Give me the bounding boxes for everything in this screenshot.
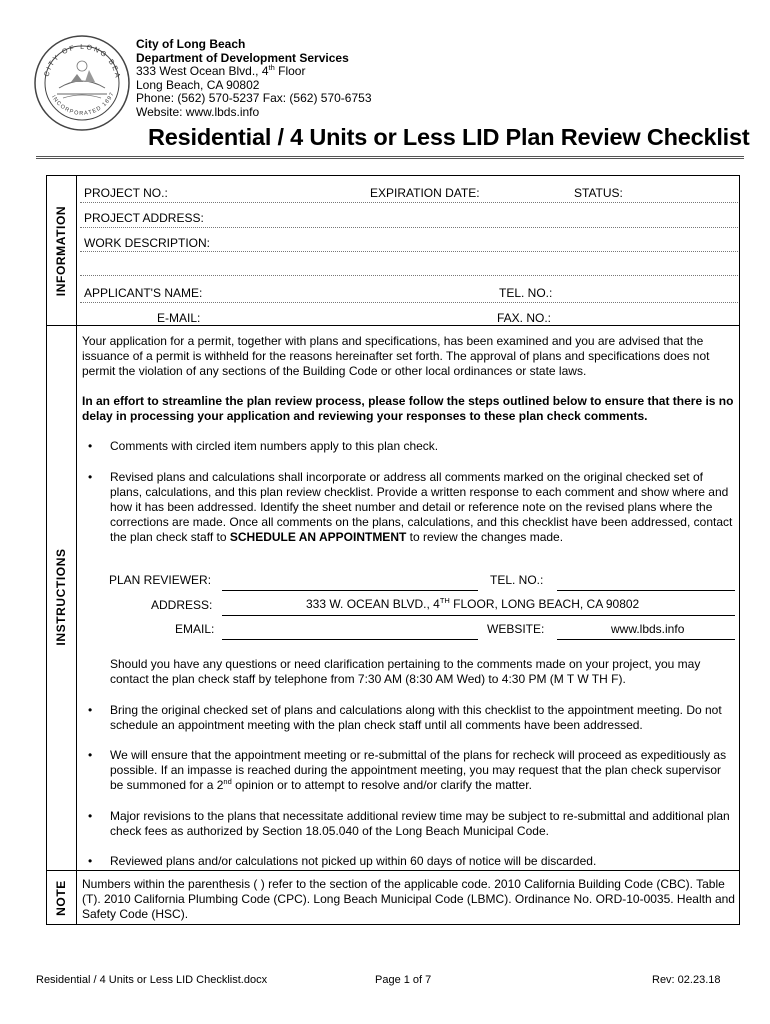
street-address: 333 West Ocean Blvd., 4th Floor [136, 63, 306, 79]
information-section-divider [46, 325, 740, 326]
applicant-name-line[interactable] [80, 302, 738, 303]
phone-fax: Phone: (562) 570-5237 Fax: (562) 570-6753 [136, 91, 372, 106]
applicant-name-label: APPLICANT'S NAME: [84, 286, 203, 300]
footer-filename: Residential / 4 Units or Less LID Checklist.docx [36, 974, 268, 986]
project-address-line[interactable] [80, 227, 738, 228]
intro-paragraph: Your application for a permit, together with plans and specifications, has been examined and you are advised that the issuance of a permit is withheld for the reasons hereinafter set forth. The approval of plans and specifications does not permit the violation of any sections of the Building Code or other local ordinances or state laws. [82, 334, 710, 378]
information-side-label: INFORMATION [54, 205, 68, 297]
note-side-label: NOTE [54, 880, 68, 916]
website-value: www.lbds.info [611, 622, 685, 636]
address-label: ADDRESS: [151, 598, 213, 612]
bullet-marker: • [88, 748, 93, 762]
expiration-date-label: EXPIRATION DATE: [370, 186, 480, 200]
website-line [557, 639, 735, 640]
project-no-line[interactable] [80, 202, 738, 203]
streamline-note: In an effort to streamline the plan review process, please follow the steps outlined below to ensure that there is no delay in processing your application and reviewing your responses to these plan check comments. [82, 394, 734, 423]
title-divider [36, 156, 744, 159]
instructions-side-label: INSTRUCTIONS [54, 548, 68, 646]
website-label: WEBSITE: [487, 622, 545, 636]
plan-reviewer-label: PLAN REVIEWER: [109, 573, 212, 587]
bullet-circled-items: Comments with circled item numbers apply to this plan check. [110, 439, 439, 453]
side-column-divider [76, 175, 77, 925]
bullet-discard-notice: Reviewed plans and/or calculations not picked up within 60 days of notice will be discarded. [110, 854, 597, 868]
address-line [222, 615, 735, 616]
department-name: Department of Development Services [136, 50, 349, 65]
plan-reviewer-line[interactable] [222, 590, 478, 591]
note-text: Numbers within the parenthesis ( ) refer to the section of the applicable code. 2010 California Building Code (CBC). Table (T). 2010 California Plumbing Code (CPC). Long Beach Municipal Code (LBMC). Ordinance No. ORD-10-0035. Health and Safety Code (HSC). [82, 877, 735, 921]
city-state-zip: Long Beach, CA 90802 [136, 77, 260, 92]
bullet-marker: • [88, 439, 93, 453]
applicant-email-label: E-MAIL: [157, 311, 201, 325]
address-value: 333 W. OCEAN BLVD., 4TH FLOOR, LONG BEACH, CA 90802 [306, 596, 640, 611]
page-title: Residential / 4 Units or Less LID Plan Review Checklist [148, 124, 750, 150]
bullet-major-revisions: Major revisions to the plans that necessitate additional review time may be subject to re-submittal and additional plan check fees as authorized by Section 18.05.040 of the Long Beach Municipal Code. [110, 809, 730, 838]
department-header [136, 38, 372, 120]
website: Website: www.lbds.info [136, 104, 260, 119]
instructions-section-divider [46, 870, 740, 871]
svg-text:INCORPORATED 1897: INCORPORATED 1897 [50, 90, 116, 117]
svg-text:CITY OF LONG BEACH: CITY OF LONG BEA [43, 43, 121, 81]
work-description-label: WORK DESCRIPTION: [84, 236, 211, 250]
project-no-label: PROJECT NO.: [84, 186, 168, 200]
bullet-marker: • [88, 809, 93, 823]
bullet-marker: • [88, 703, 93, 717]
city-seal-logo [33, 34, 131, 132]
work-description-line-2[interactable] [80, 275, 738, 276]
bullet-marker: • [88, 470, 93, 484]
applicant-fax-label: FAX. NO.: [497, 311, 552, 325]
reviewer-tel-label: TEL. NO.: [490, 573, 544, 587]
questions-paragraph: Should you have any questions or need clarification pertaining to the comments made on your project, you may contact the plan check staff by telephone from 7:30 AM (8:30 AM Wed) to 4:30 PM (M T W TH F). [110, 657, 701, 686]
status-label: STATUS: [574, 186, 623, 200]
city-name: City of Long Beach [136, 37, 246, 51]
work-description-line-1[interactable] [80, 251, 738, 252]
bullet-revised-plans: Revised plans and calculations shall incorporate or address all comments marked on the original checked set of plans, calculations, and this plan review checklist. Provide a written response to each comment and show where and how it has been addressed. Identify the sheet number and detail or reference note on the revised plans where the corrections are made. Once all comments on the plans, calculations, and this checklist have been addressed, contact the plan check staff to SCHEDULE AN APPOINTMENT to review the changes made. [110, 470, 733, 544]
bullet-appointment: We will ensure that the appointment meeting or re-submittal of the plans for recheck will proceed as expeditiously as possible. If an impasse is reached during the appointment meeting, you may request that the plan check supervisor be summoned for a 2nd opinion or to attempt to resolve and/or clarify the matter. [110, 748, 727, 792]
project-address-label: PROJECT ADDRESS: [84, 211, 204, 225]
bullet-marker: • [88, 854, 93, 868]
email-label: EMAIL: [175, 622, 215, 636]
bullet-bring-plans: Bring the original checked set of plans and calculations along with this checklist to the appointment meeting. Do not schedule an appointment meeting with the plan check staff until all comments have been addressed. [110, 703, 722, 732]
reviewer-email-line[interactable] [222, 639, 478, 640]
footer-revision: Rev: 02.23.18 [652, 974, 721, 986]
footer-page-number: Page 1 of 7 [375, 974, 432, 986]
applicant-tel-label: TEL. NO.: [499, 286, 553, 300]
reviewer-tel-line[interactable] [557, 590, 735, 591]
